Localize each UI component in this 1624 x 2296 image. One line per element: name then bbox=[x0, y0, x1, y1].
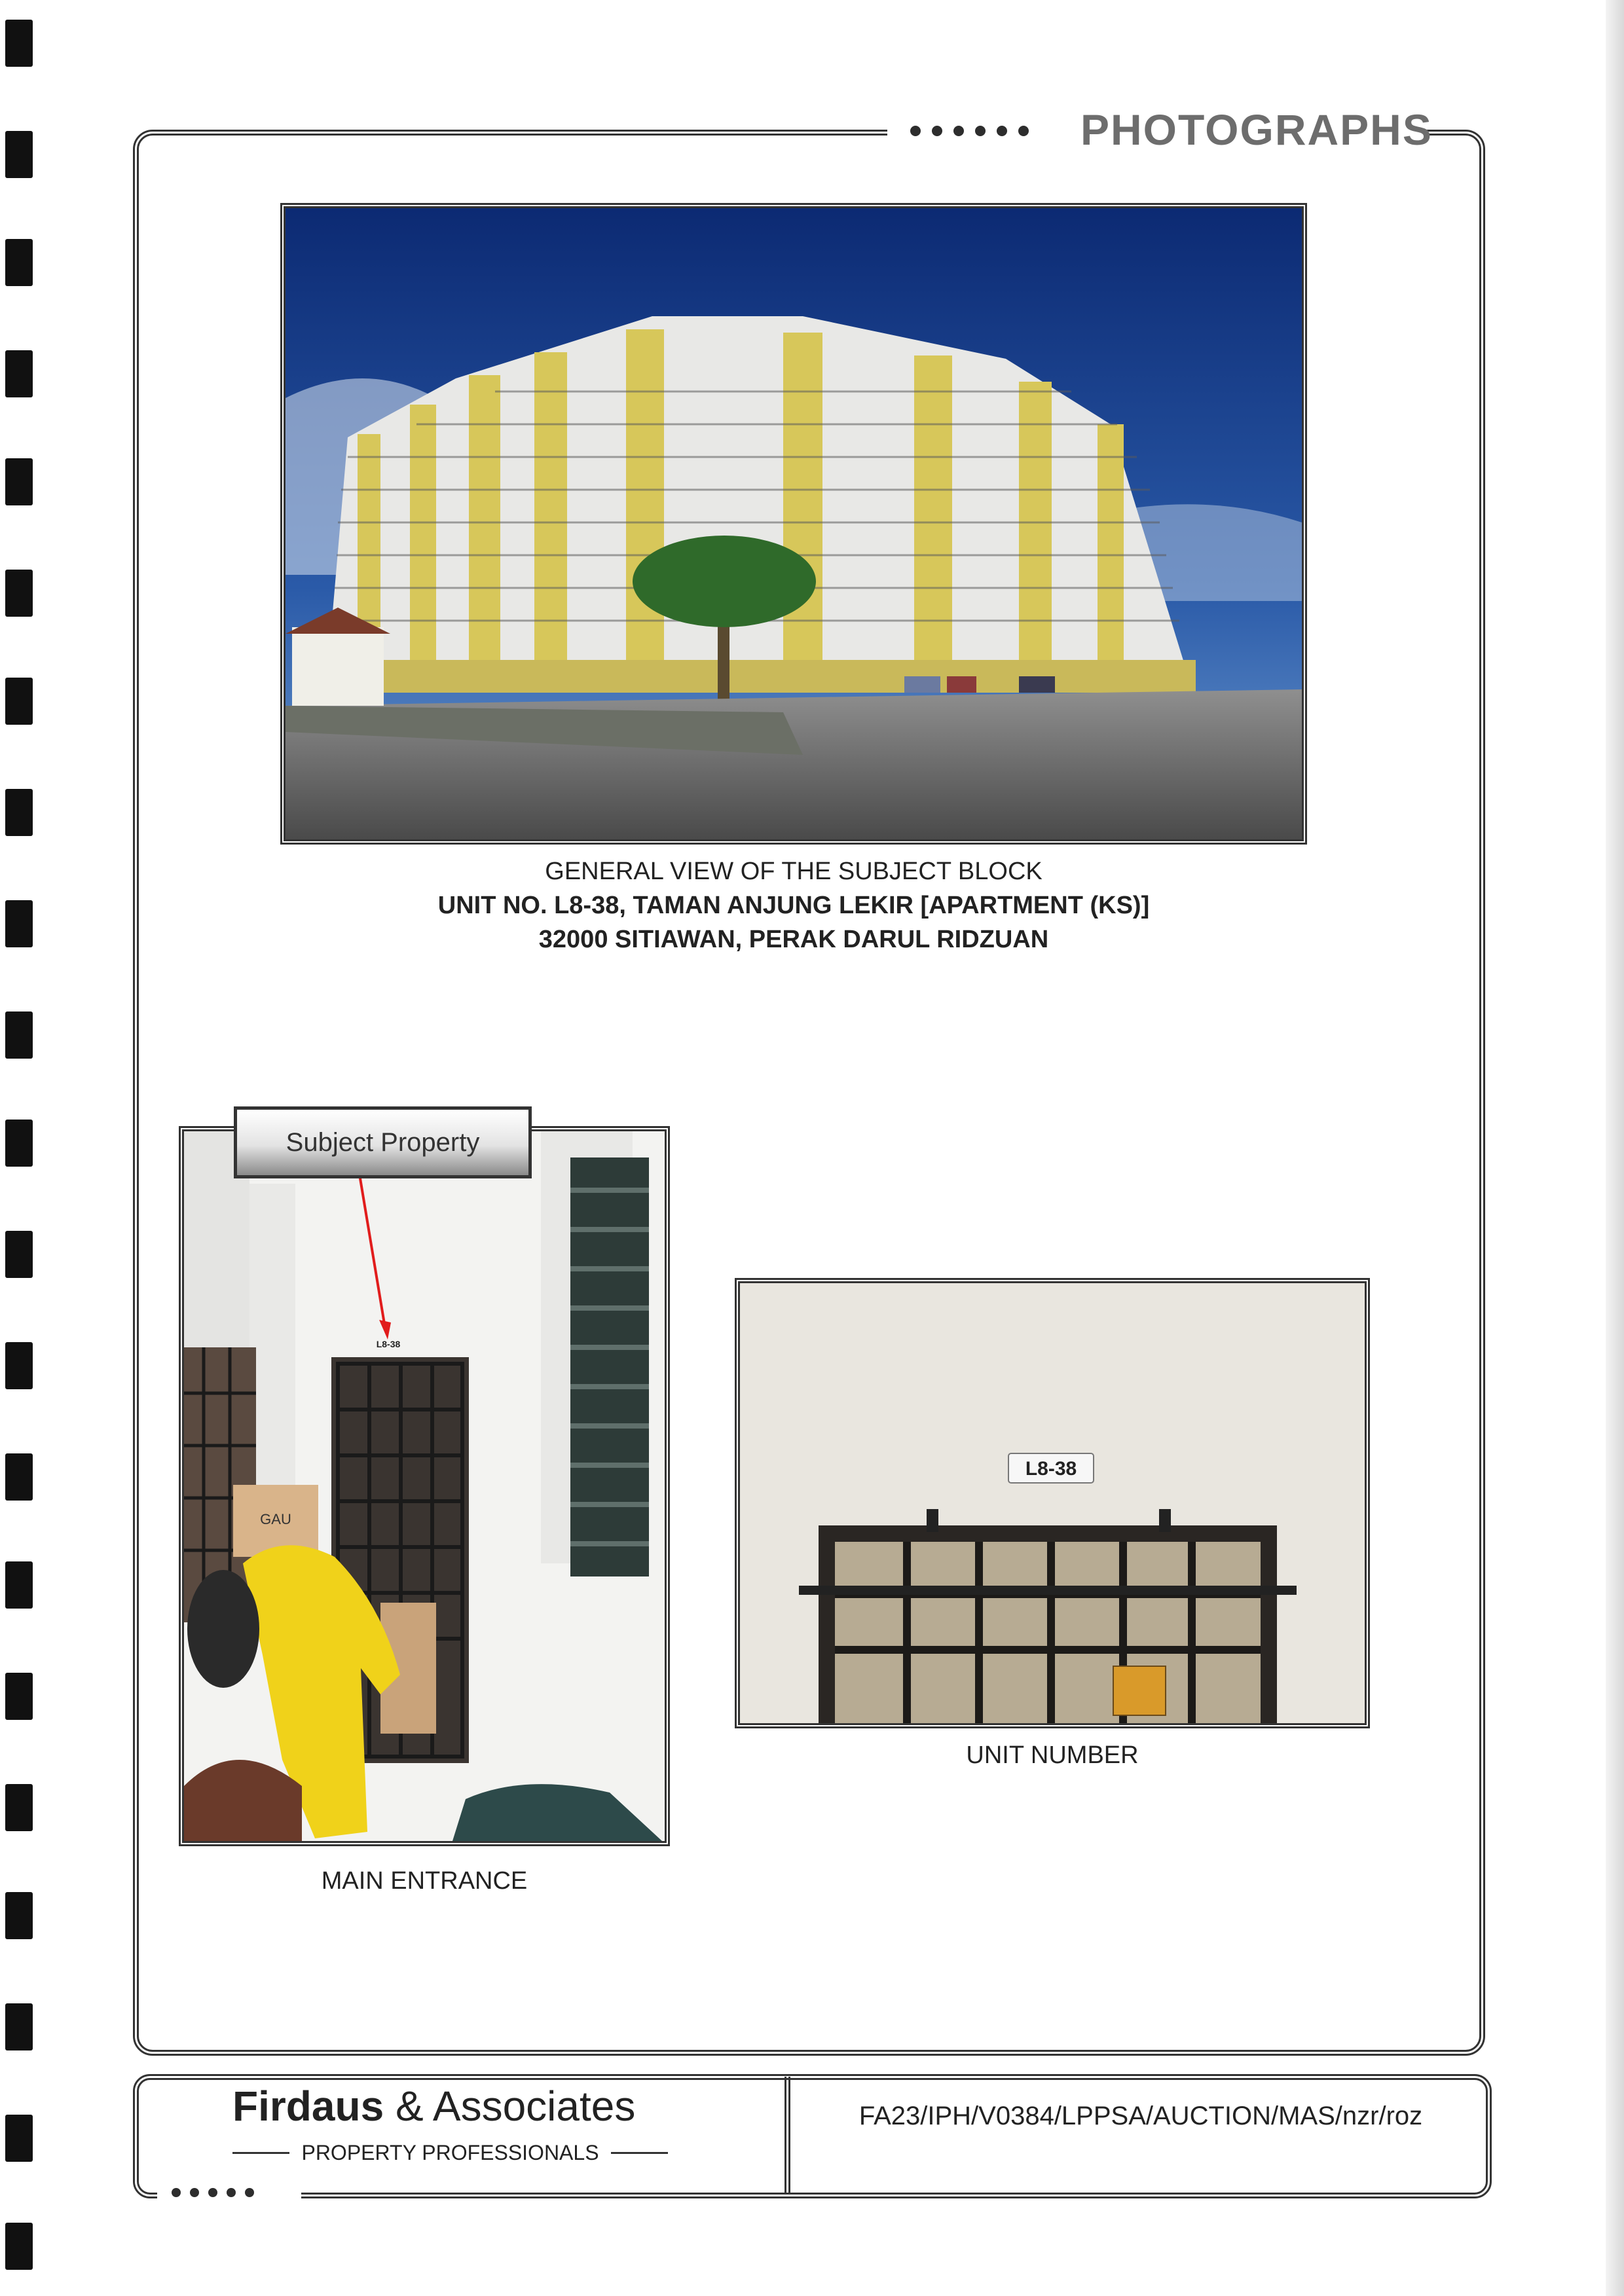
binding-hole bbox=[5, 570, 33, 617]
binding-hole bbox=[5, 1892, 33, 1939]
binding-hole bbox=[5, 1561, 33, 1609]
firm-name-ampersand: & bbox=[395, 2083, 424, 2130]
binding-hole bbox=[5, 350, 33, 397]
binding-hole bbox=[5, 1673, 33, 1720]
entrance-door-number: L8-38 bbox=[376, 1339, 401, 1349]
binding-hole bbox=[5, 1011, 33, 1059]
reference-number: FA23/IPH/V0384/LPPSA/AUCTION/MAS/nzr/roz bbox=[858, 2102, 1423, 2130]
page-edge bbox=[1606, 0, 1624, 2296]
firm-tagline bbox=[232, 2141, 668, 2165]
binding-hole bbox=[5, 900, 33, 947]
binding-strip bbox=[0, 0, 39, 2296]
binding-hole bbox=[5, 1453, 33, 1501]
box-label: GAU bbox=[260, 1511, 291, 1527]
binding-hole bbox=[5, 678, 33, 725]
footer-divider bbox=[784, 2077, 790, 2195]
firm-name bbox=[232, 2082, 635, 2130]
general-view-caption: GENERAL VIEW OF THE SUBJECT BLOCK bbox=[545, 858, 1043, 885]
entrance-image bbox=[184, 1131, 665, 1841]
header-dots bbox=[910, 118, 1029, 144]
main-entrance-photo bbox=[179, 1126, 670, 1846]
apartment-block-image bbox=[286, 208, 1302, 839]
binding-hole bbox=[5, 2115, 33, 2162]
tagline-rule-right bbox=[611, 2152, 668, 2154]
binding-hole bbox=[5, 20, 33, 67]
property-address-line2: 32000 SITIAWAN, PERAK DARUL RIDZUAN bbox=[538, 926, 1049, 953]
tagline-text: PROPERTY PROFESSIONALS bbox=[301, 2141, 599, 2164]
binding-hole bbox=[5, 1120, 33, 1167]
firm-name-primary: Firdaus bbox=[232, 2083, 384, 2130]
unit-door-image bbox=[740, 1283, 1365, 1723]
binding-hole bbox=[5, 458, 33, 505]
binding-hole bbox=[5, 1784, 33, 1831]
unit-number-caption: UNIT NUMBER bbox=[966, 1741, 1139, 1769]
binding-hole bbox=[5, 1342, 33, 1389]
firm-name-secondary: Associates bbox=[432, 2083, 636, 2130]
binding-hole bbox=[5, 131, 33, 178]
tagline-rule-left bbox=[232, 2152, 289, 2154]
subject-property-callout: Subject Property bbox=[234, 1106, 532, 1178]
main-entrance-caption: MAIN ENTRANCE bbox=[321, 1867, 528, 1895]
page-title: PHOTOGRAPHS bbox=[1080, 105, 1433, 154]
unit-number-plate: L8-38 bbox=[1025, 1458, 1077, 1480]
binding-hole bbox=[5, 2003, 33, 2050]
binding-hole bbox=[5, 2223, 33, 2270]
footer-dots bbox=[172, 2188, 254, 2197]
binding-hole bbox=[5, 239, 33, 286]
unit-number-photo bbox=[735, 1278, 1370, 1728]
property-address-line1: UNIT NO. L8-38, TAMAN ANJUNG LEKIR [APARTMENT (KS)] bbox=[437, 892, 1150, 919]
general-view-photo bbox=[280, 203, 1307, 845]
binding-hole bbox=[5, 789, 33, 836]
binding-hole bbox=[5, 1231, 33, 1278]
